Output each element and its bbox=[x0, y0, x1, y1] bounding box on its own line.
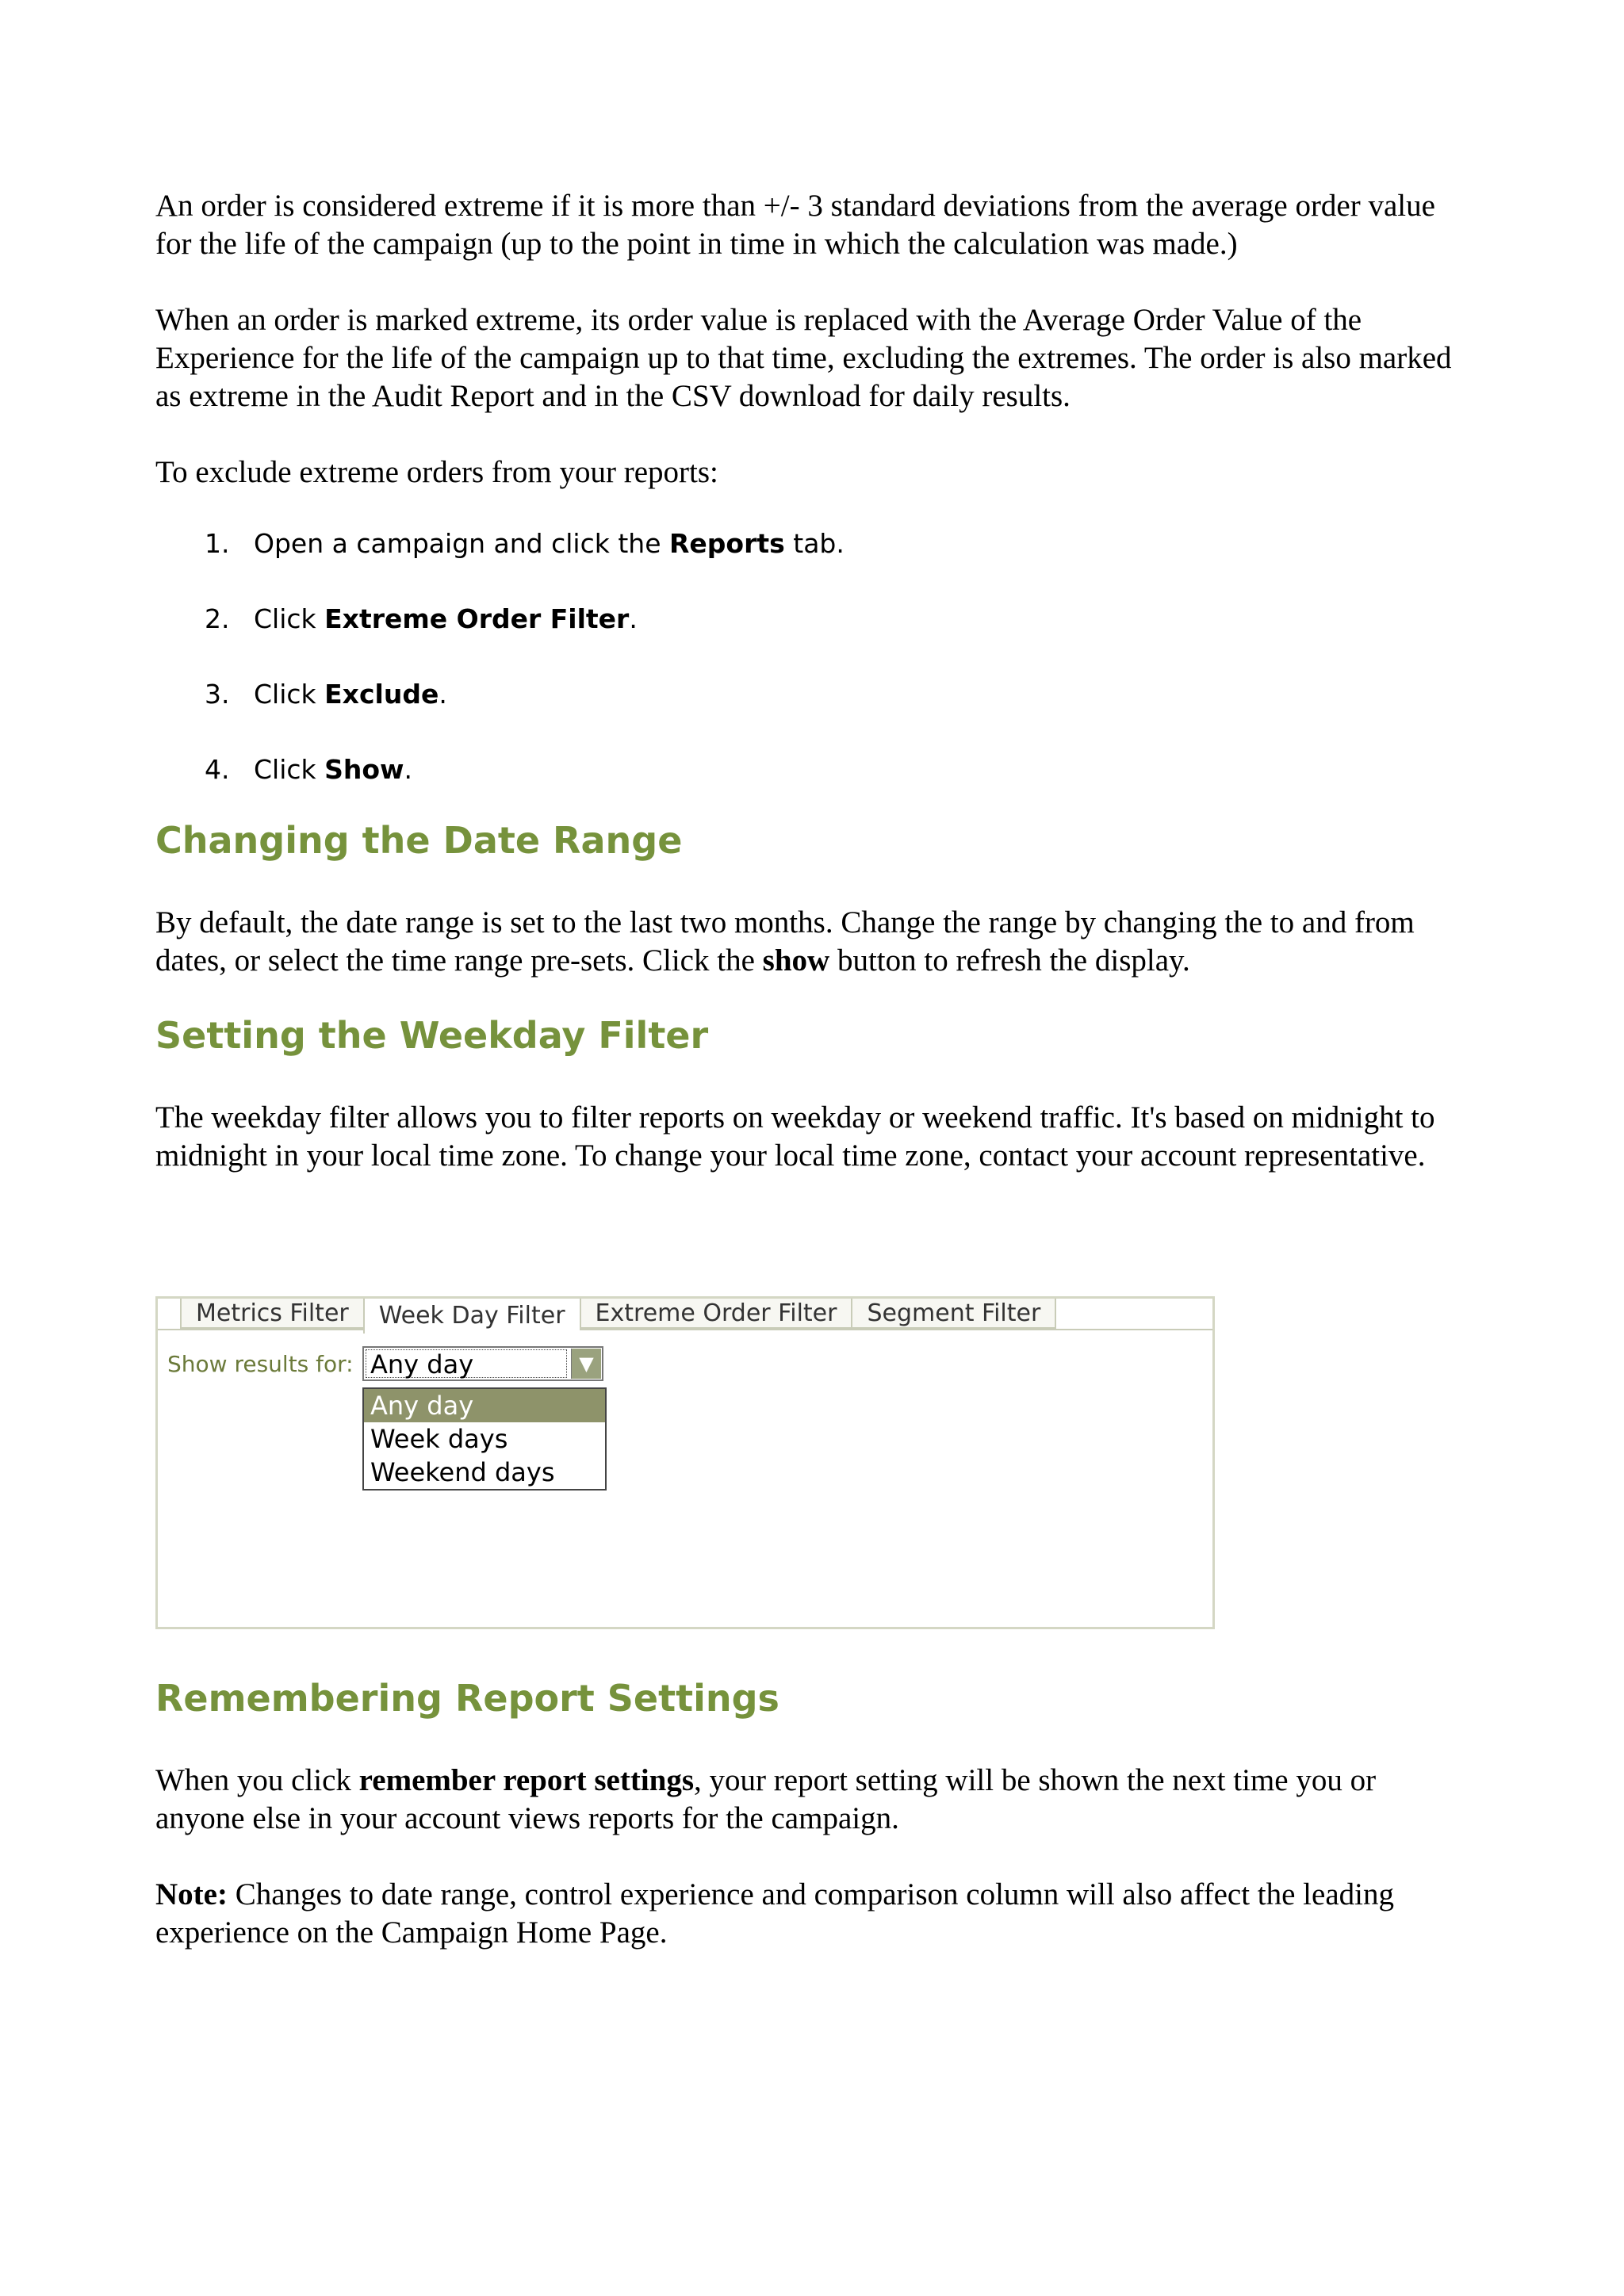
show-results-label: Show results for: bbox=[167, 1351, 354, 1377]
heading-weekday-filter: Setting the Weekday Filter bbox=[155, 1014, 709, 1057]
tab-week-day-filter[interactable]: Week Day Filter bbox=[363, 1299, 580, 1334]
steps-list bbox=[155, 525, 1472, 826]
filter-tabs bbox=[180, 1299, 1056, 1330]
intro-paragraph-3: To exclude extreme orders from your reports: bbox=[155, 455, 718, 489]
weekday-filter-screenshot bbox=[155, 1296, 1215, 1629]
remember-paragraph: When you click remember report settings, your report setting will be shown the next time you or anyone else in your account views reports for the campaign. bbox=[155, 1763, 1377, 1835]
option-week-days[interactable]: Week days bbox=[370, 1424, 508, 1454]
document-page-lower bbox=[155, 1674, 1472, 1952]
day-dropdown bbox=[362, 1387, 607, 1490]
heading-remember-settings: Remembering Report Settings bbox=[155, 1677, 779, 1720]
option-any-day[interactable]: Any day bbox=[364, 1389, 605, 1422]
intro-paragraph-1: An order is considered extreme if it is more than +/- 3 standard deviations from the average order value for the life of the campaign (up to the point in time in which the calculation was made.) bbox=[155, 189, 1435, 261]
date-range-paragraph: By default, the date range is set to the last two months. Change the range by changing the to and from dates, or select the time range pre-sets. Click the show button to refresh the display. bbox=[155, 905, 1415, 978]
weekday-paragraph: The weekday filter allows you to filter reports on weekday or weekend traffic. It's based on midnight to midnight in your local time zone. To change your local time zone, contact your account representative. bbox=[155, 1100, 1435, 1173]
list-item: 4. Click Show. bbox=[205, 754, 413, 785]
list-item: 1. Open a campaign and click the Reports tab. bbox=[205, 528, 845, 559]
list-item: 3. Click Exclude. bbox=[205, 679, 447, 710]
option-weekend-days[interactable]: Weekend days bbox=[370, 1457, 555, 1487]
tab-segment-filter[interactable]: Segment Filter bbox=[851, 1299, 1056, 1329]
intro-paragraph-2: When an order is marked extreme, its order value is replaced with the Average Order Value of the Experience for the life of the campaign up to that time, excluding the extremes. The order is also marked as extreme in the Audit Report and in the CSV download for daily results. bbox=[155, 303, 1452, 413]
document-page bbox=[155, 187, 1472, 1175]
note-paragraph: Note: Changes to date range, control experience and comparison column will also affect the leading experience on the Campaign Home Page. bbox=[155, 1877, 1394, 1950]
day-select[interactable] bbox=[362, 1346, 603, 1381]
tab-extreme-order-filter[interactable]: Extreme Order Filter bbox=[580, 1299, 852, 1329]
heading-date-range: Changing the Date Range bbox=[155, 819, 683, 862]
list-item: 2. Click Extreme Order Filter. bbox=[205, 603, 638, 634]
chevron-down-icon[interactable]: ▼ bbox=[571, 1349, 601, 1379]
tab-metrics-filter[interactable]: Metrics Filter bbox=[180, 1299, 363, 1329]
day-select-value: Any day bbox=[370, 1349, 474, 1380]
